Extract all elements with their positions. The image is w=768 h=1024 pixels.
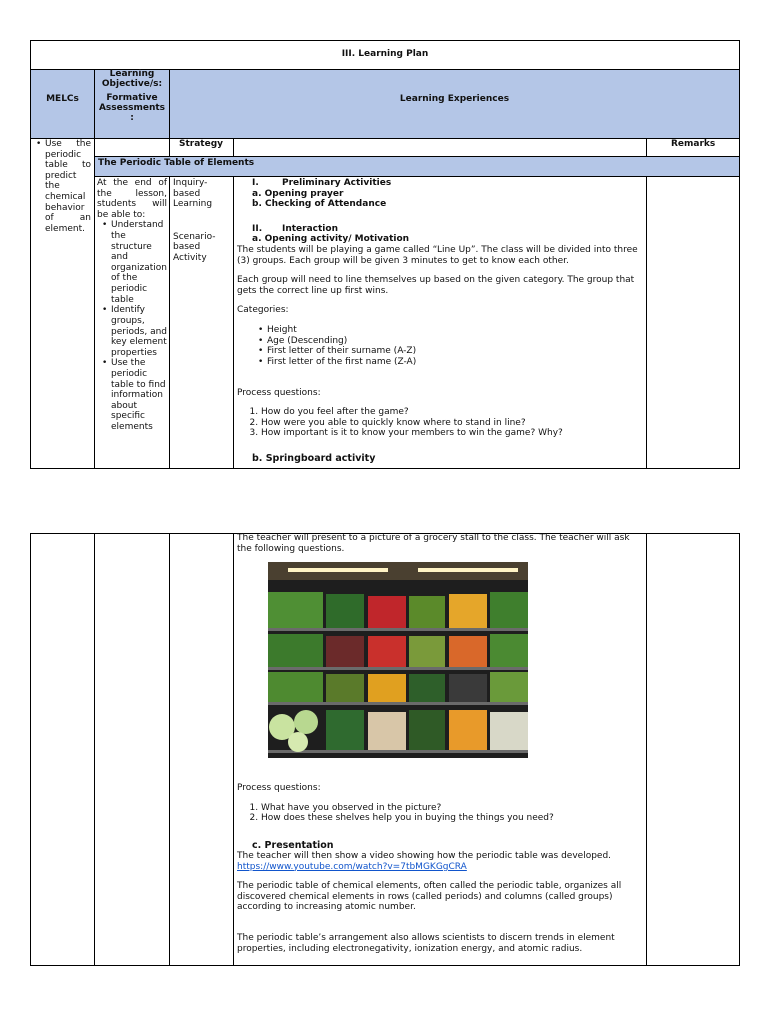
process-label: Process questions:: [237, 387, 321, 398]
trends-paragraph: The periodic table’s arrangement also allows scientists to discern trends in element properties, including electronegativity, ionization energy, and atomic radius.: [237, 933, 615, 954]
strategy-item: Inquiry-based Learning: [173, 178, 213, 210]
remarks-label: Remarks: [671, 139, 716, 149]
list-item: 2. How were you able to quickly know where to stand in line?: [261, 418, 643, 429]
experiences-cell: [237, 178, 643, 464]
list-item: 2. How does these shelves help you in buying the things you need?: [261, 813, 643, 824]
list-item: 1. How do you feel after the game?: [261, 407, 643, 418]
strategy-cell: [173, 178, 231, 264]
springboard-heading: b. Springboard activity: [252, 452, 376, 464]
presentation-text: The teacher will then show a video showing how the periodic table was developed.: [237, 851, 612, 862]
process-questions: [237, 803, 643, 824]
lineup-text: Each group will need to line themselves up based on the given category. The group that gets the correct line up first wins.: [237, 275, 635, 296]
strategy-item: Scenario-based Activity: [173, 231, 216, 264]
checking-attendance: b. Checking of Attendance: [252, 199, 387, 210]
periodic-table-paragraph: The periodic table of chemical elements, often called the periodic table, organizes all discovered chemical elements in rows (called periods) and columns (called groups) according to increasing atomic number.: [237, 881, 622, 913]
list-item: • First letter of the first name (Z-A): [267, 357, 643, 368]
strategy-label: Strategy: [179, 139, 224, 149]
motivation-heading: a. Opening activity/ Motivation: [252, 234, 410, 245]
plan-title: III. Learning Plan: [341, 49, 429, 59]
objectives-cell: [97, 178, 167, 433]
objective-item: • Identify groups, periods, and key element properties: [111, 305, 167, 358]
presentation-heading: c. Presentation: [252, 839, 334, 851]
experiences-header: Learning Experiences: [399, 94, 510, 104]
categories-label: Categories:: [237, 305, 289, 316]
grocery-stall-icon: [268, 562, 528, 758]
intro-text: The teacher will present to a picture of a grocery stall to the class. The teacher will ask the following questions.: [237, 533, 630, 554]
section-interaction: II. Interaction: [252, 223, 338, 234]
section-preliminary: I. Preliminary Activities: [252, 178, 392, 188]
experiences-cell-continued: [237, 783, 643, 954]
list-item: • Height: [267, 325, 643, 336]
objective-item: • Use the periodic table to find information about specific elements: [111, 358, 167, 432]
process-label: Process questions:: [237, 783, 321, 793]
video-link[interactable]: https://www.youtube.com/watch?v=7tbMGKGgCRA: [237, 861, 467, 872]
opening-prayer: a. Opening prayer: [252, 188, 344, 199]
objective-header: Learning Objective/s: Formative Assessments :: [98, 69, 166, 124]
list-item: 1. What have you observed in the picture?: [261, 803, 643, 814]
melc-cell: [35, 139, 91, 234]
categories-list: [237, 325, 643, 367]
process-questions: [237, 407, 643, 439]
objective-intro: At the end of the lesson, students will be able to:: [97, 178, 167, 220]
list-item: • First letter of their surname (A-Z): [267, 346, 643, 357]
melc-item: • Use the periodic table to predict the chemical behavior of an element.: [45, 139, 91, 234]
grocery-stall-image: [268, 562, 528, 758]
melcs-header: MELCs: [46, 94, 79, 104]
motivation-text: The students will be playing a game called “Line Up”. The class will be divided into three (3) groups. Each group will be given 3 minutes to get to know each other.: [237, 245, 638, 266]
topic-title: The Periodic Table of Elements: [98, 158, 255, 168]
list-item: • Age (Descending): [267, 336, 643, 347]
objective-item: • Understand the structure and organization of the periodic table: [111, 220, 167, 305]
list-item: 3. How important is it to know your members to win the game? Why?: [261, 428, 643, 439]
